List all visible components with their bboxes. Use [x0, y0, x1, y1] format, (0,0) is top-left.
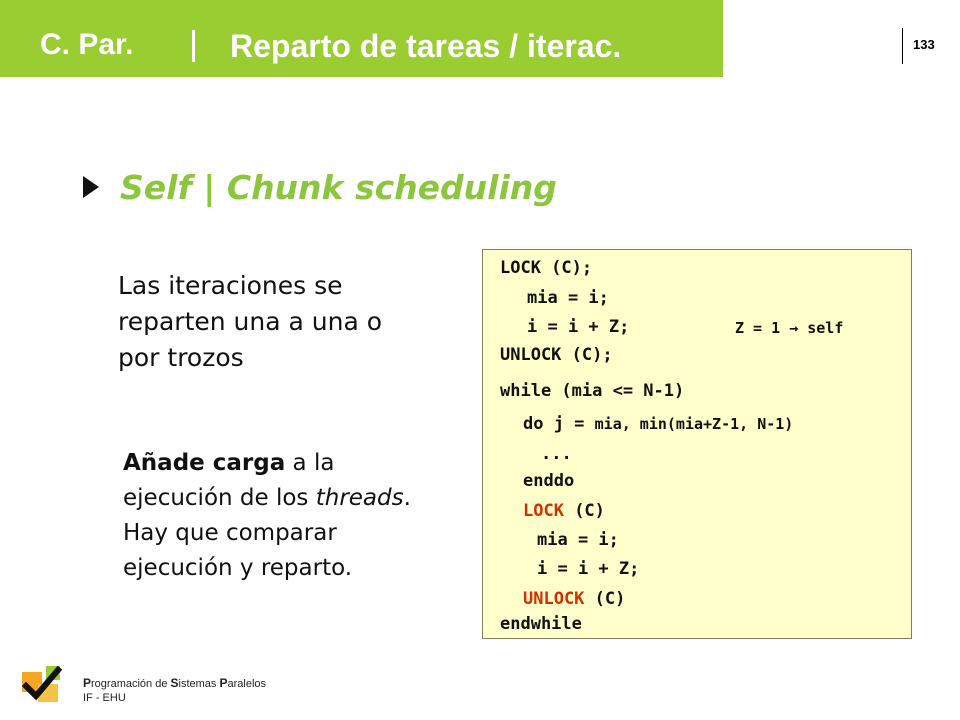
footer-cap: P: [83, 676, 92, 690]
code-keyword: UNLOCK: [523, 589, 585, 609]
course-label: C. Par.: [40, 28, 134, 61]
code-line: LOCK (C);: [500, 258, 593, 278]
note-bold: Añade carga: [123, 450, 286, 476]
footer-cap: S: [170, 676, 179, 690]
code-line: while (mia <= N-1): [500, 381, 685, 401]
footer-org-name: [83, 676, 266, 690]
slide-title: Reparto de tareas / iterac.: [230, 28, 622, 64]
code-line: [523, 501, 605, 521]
footer-institution: IF - EHU: [83, 692, 126, 704]
code-text: (C): [584, 589, 626, 609]
note-italic: threads: [315, 485, 404, 511]
intro-line: Las iteraciones se: [118, 271, 343, 300]
code-text: do j =: [523, 414, 595, 434]
code-keyword: LOCK: [523, 501, 564, 521]
footer-text: aralelos: [227, 678, 267, 690]
code-text: (C): [563, 501, 605, 521]
page-divider: [902, 28, 903, 64]
intro-line: por trozos: [118, 343, 244, 372]
note-line: [123, 446, 468, 481]
note-span: .: [403, 485, 411, 511]
intro-line: reparten una a una o: [118, 307, 383, 336]
note-line: ejecución y reparto.: [123, 555, 353, 581]
code-line: i = i + Z;: [537, 559, 640, 579]
code-text: i = i + Z;: [527, 317, 630, 337]
arrow-right-icon: →: [789, 319, 799, 337]
code-line: mia = i;: [537, 530, 619, 550]
code-line: [523, 414, 793, 434]
note-span: a la: [285, 450, 335, 476]
code-line: endwhile: [500, 614, 582, 634]
checkmark-logo-icon: [22, 664, 64, 704]
code-line: [527, 317, 844, 337]
code-note-text: self: [798, 319, 844, 337]
code-note: [735, 318, 843, 338]
section-heading: Self | Chunk scheduling: [120, 168, 557, 207]
footer-cap: P: [219, 676, 228, 690]
note-span: ejecución de los: [123, 485, 316, 511]
intro-text: [118, 268, 418, 376]
page-number: 133: [913, 37, 935, 52]
header-divider: [192, 30, 195, 62]
code-line: mia = i;: [527, 288, 609, 308]
note-text: [123, 446, 468, 586]
note-line: [123, 481, 468, 516]
triangle-right-icon: [83, 176, 99, 198]
code-line: enddo: [523, 471, 575, 491]
note-line: Hay que comparar: [123, 520, 337, 546]
code-box: [482, 249, 912, 639]
code-note-text: Z = 1: [735, 319, 790, 337]
code-text: mia, min(mia+Z-1, N-1): [594, 415, 794, 433]
code-line: ...: [541, 444, 572, 464]
footer-text: istemas: [178, 678, 220, 690]
code-line: [523, 589, 625, 609]
code-line: UNLOCK (C);: [500, 345, 613, 365]
footer-text: rogramación de: [91, 678, 171, 690]
